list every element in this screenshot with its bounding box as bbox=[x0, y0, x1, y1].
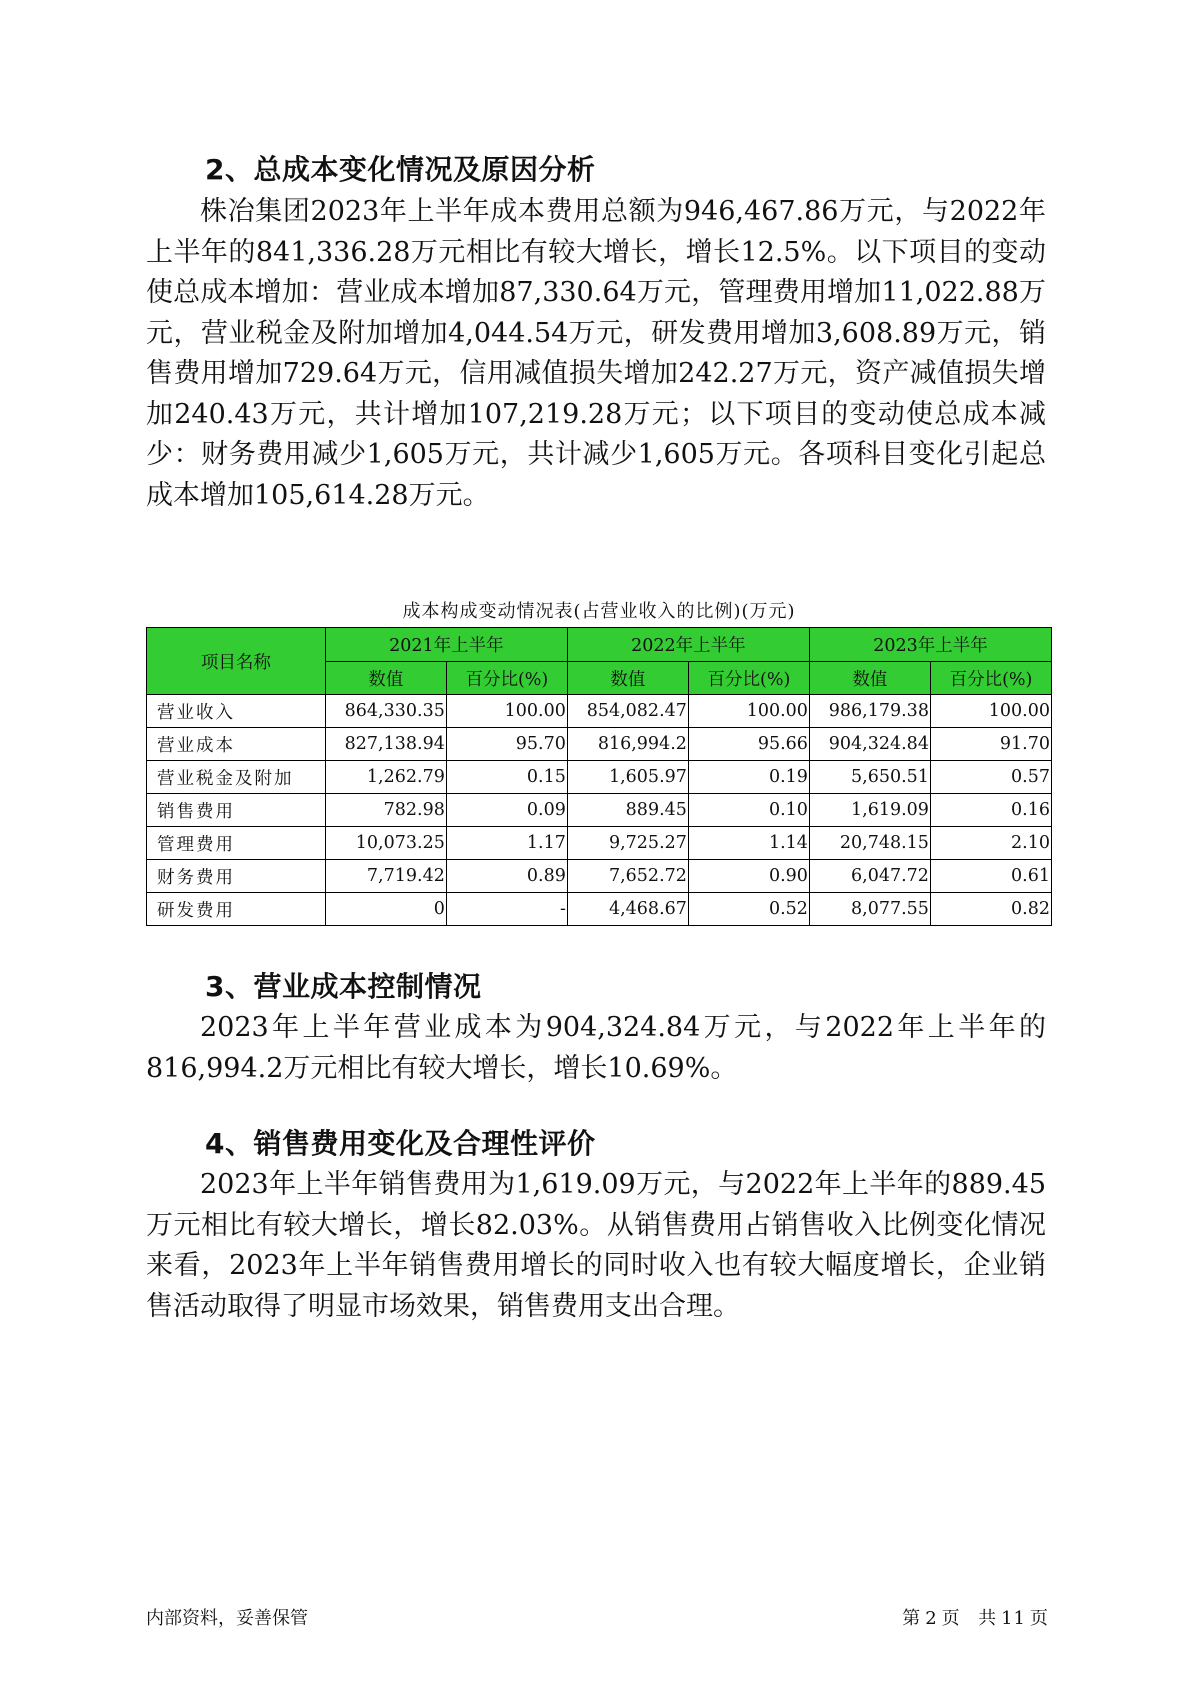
table-row bbox=[147, 860, 1052, 893]
cell-value-2022: 7,652.72 bbox=[567, 860, 688, 893]
cell-value-2023: 8,077.55 bbox=[809, 893, 930, 926]
cell-pct-2021: 1.17 bbox=[446, 827, 567, 860]
page-prefix: 第 bbox=[902, 1608, 922, 1629]
cell-value-2022: 9,725.27 bbox=[567, 827, 688, 860]
page-total: 11 bbox=[1001, 1608, 1026, 1629]
cell-value-2023: 1,619.09 bbox=[809, 794, 930, 827]
header-value-2021: 数值 bbox=[325, 662, 446, 695]
cell-value-2022: 816,994.2 bbox=[567, 728, 688, 761]
footer-confidential-note: 内部资料，妥善保管 bbox=[146, 1608, 308, 1629]
row-name: 财务费用 bbox=[147, 860, 326, 893]
cell-pct-2021: 100.00 bbox=[446, 695, 567, 728]
header-value-2022: 数值 bbox=[567, 662, 688, 695]
cell-value-2023: 5,650.51 bbox=[809, 761, 930, 794]
page-word: 页 bbox=[941, 1608, 961, 1629]
table-row bbox=[147, 761, 1052, 794]
header-pct-2022: 百分比(%) bbox=[688, 662, 809, 695]
cell-pct-2021: 95.70 bbox=[446, 728, 567, 761]
total-word: 页 bbox=[1030, 1608, 1049, 1629]
section-heading-total-cost: 2、总成本变化情况及原因分析 bbox=[205, 153, 596, 186]
cell-pct-2021: 0.89 bbox=[446, 860, 567, 893]
cell-value-2021: 1,262.79 bbox=[325, 761, 446, 794]
cell-value-2021: 10,073.25 bbox=[325, 827, 446, 860]
cell-pct-2023: 0.57 bbox=[930, 761, 1051, 794]
paragraph-selling-expense: 2023年上半年销售费用为1,619.09万元，与2022年上半年的889.45万元相比有较大增长，增长82.03%。从销售费用占销售收入比例变化情况来看，2023年上半年销售费用增长的同时收入也有较大幅度增长，企业销售活动取得了明显市场效果，销售费用支出合理。 bbox=[146, 1169, 1046, 1322]
row-name: 销售费用 bbox=[147, 794, 326, 827]
table-row bbox=[147, 728, 1052, 761]
cell-value-2023: 904,324.84 bbox=[809, 728, 930, 761]
table-caption: 成本构成变动情况表(占营业收入的比例)(万元) bbox=[402, 601, 796, 622]
cell-value-2021: 827,138.94 bbox=[325, 728, 446, 761]
cell-value-2021: 864,330.35 bbox=[325, 695, 446, 728]
header-pct-2021: 百分比(%) bbox=[446, 662, 567, 695]
row-name: 营业成本 bbox=[147, 728, 326, 761]
cell-value-2022: 1,605.97 bbox=[567, 761, 688, 794]
cell-value-2023: 20,748.15 bbox=[809, 827, 930, 860]
cell-value-2021: 7,719.42 bbox=[325, 860, 446, 893]
paragraph-total-cost: 株冶集团2023年上半年成本费用总额为946,467.86万元，与2022年上半年的841,336.28万元相比有较大增长，增长12.5%。以下项目的变动使总成本增加：营业成本增加87,330.64万元，管理费用增加11,022.88万元，营业税金及附加增加4,044.54万元，研发费用增加3,608.89万元，销售费用增加729.64万元，信用减值损失增加242.27万元，资产减值损失增加240.43万元，共计增加107,219.28万元；以下项目的变动使总成本减少：财务费用减少1,605万元，共计减少1,605万元。各项科目变化引起总成本增加105,614.28万元。 bbox=[146, 196, 1046, 511]
row-name: 营业税金及附加 bbox=[147, 761, 326, 794]
section-heading-operating-cost: 3、营业成本控制情况 bbox=[205, 970, 482, 1003]
header-period-2023: 2023年上半年 bbox=[809, 628, 1051, 662]
section-heading-selling-expense: 4、销售费用变化及合理性评价 bbox=[205, 1127, 596, 1160]
cell-pct-2023: 0.61 bbox=[930, 860, 1051, 893]
cell-pct-2022: 95.66 bbox=[688, 728, 809, 761]
cell-value-2023: 986,179.38 bbox=[809, 695, 930, 728]
footer-page-number bbox=[900, 1604, 1051, 1630]
cell-pct-2023: 100.00 bbox=[930, 695, 1051, 728]
header-period-2021: 2021年上半年 bbox=[325, 628, 567, 662]
cost-structure-table bbox=[146, 627, 1052, 926]
page-current: 2 bbox=[925, 1608, 938, 1629]
table-row bbox=[147, 893, 1052, 926]
table-row bbox=[147, 794, 1052, 827]
cell-value-2022: 854,082.47 bbox=[567, 695, 688, 728]
header-item-name: 项目名称 bbox=[147, 628, 326, 695]
cell-pct-2022: 100.00 bbox=[688, 695, 809, 728]
cell-value-2021: 782.98 bbox=[325, 794, 446, 827]
header-value-2023: 数值 bbox=[809, 662, 930, 695]
cell-pct-2022: 1.14 bbox=[688, 827, 809, 860]
cell-value-2022: 4,468.67 bbox=[567, 893, 688, 926]
cell-pct-2022: 0.90 bbox=[688, 860, 809, 893]
row-name: 营业收入 bbox=[147, 695, 326, 728]
cell-pct-2022: 0.10 bbox=[688, 794, 809, 827]
row-name: 研发费用 bbox=[147, 893, 326, 926]
row-name: 管理费用 bbox=[147, 827, 326, 860]
cell-pct-2023: 2.10 bbox=[930, 827, 1051, 860]
cell-pct-2022: 0.52 bbox=[688, 893, 809, 926]
total-prefix: 共 bbox=[978, 1608, 998, 1629]
paragraph-operating-cost: 2023年上半年营业成本为904,324.84万元，与2022年上半年的816,994.2万元相比有较大增长，增长10.69%。 bbox=[146, 1012, 1046, 1084]
cell-pct-2023: 91.70 bbox=[930, 728, 1051, 761]
header-period-2022: 2022年上半年 bbox=[567, 628, 809, 662]
cell-pct-2021: 0.15 bbox=[446, 761, 567, 794]
cell-pct-2021: - bbox=[446, 893, 567, 926]
table-row bbox=[147, 695, 1052, 728]
table-row bbox=[147, 827, 1052, 860]
cell-value-2021: 0 bbox=[325, 893, 446, 926]
cell-value-2022: 889.45 bbox=[567, 794, 688, 827]
cell-pct-2023: 0.82 bbox=[930, 893, 1051, 926]
header-pct-2023: 百分比(%) bbox=[930, 662, 1051, 695]
cell-pct-2021: 0.09 bbox=[446, 794, 567, 827]
cell-value-2023: 6,047.72 bbox=[809, 860, 930, 893]
cell-pct-2022: 0.19 bbox=[688, 761, 809, 794]
cell-pct-2023: 0.16 bbox=[930, 794, 1051, 827]
